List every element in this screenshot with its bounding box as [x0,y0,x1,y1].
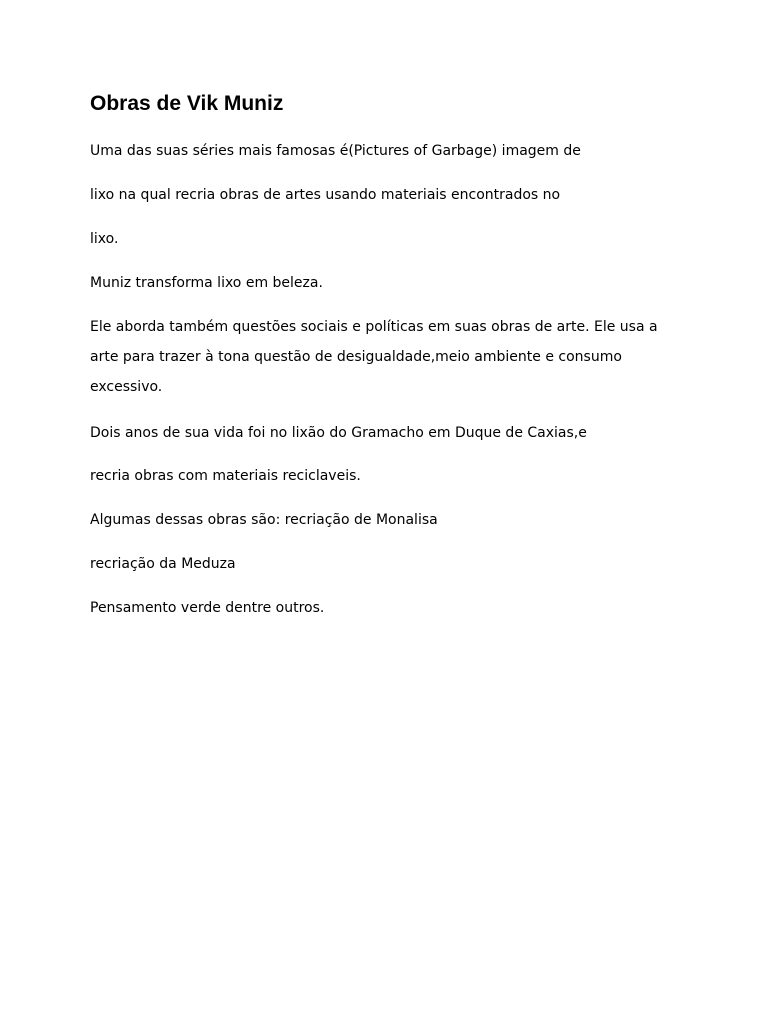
paragraph-line: lixo. [90,231,119,247]
paragraph-line: recria obras com materiais reciclaveis. [90,468,361,484]
paragraph-line: excessivo. [90,379,163,395]
paragraph-line: recriação da Meduza [90,556,236,572]
paragraph-line: Pensamento verde dentre outros. [90,600,325,616]
paragraph-line: lixo na qual recria obras de artes usando materiais encontrados no [90,187,561,203]
paragraph-line: Muniz transforma lixo em beleza. [90,275,323,291]
paragraph-line: Uma das suas séries mais famosas é(Pictures of Garbage) imagem de [90,143,581,159]
document-title: Obras de Vik Muniz [90,92,284,115]
paragraph-line: Dois anos de sua vida foi no lixão do Gramacho em Duque de Caxias,e [90,425,587,441]
paragraph-line: arte para trazer à tona questão de desigualdade,meio ambiente e consumo [90,349,622,365]
paragraph-line: Ele aborda também questões sociais e políticas em suas obras de arte. Ele usa a [90,319,658,335]
paragraph-line: Algumas dessas obras são: recriação de Monalisa [90,512,438,528]
